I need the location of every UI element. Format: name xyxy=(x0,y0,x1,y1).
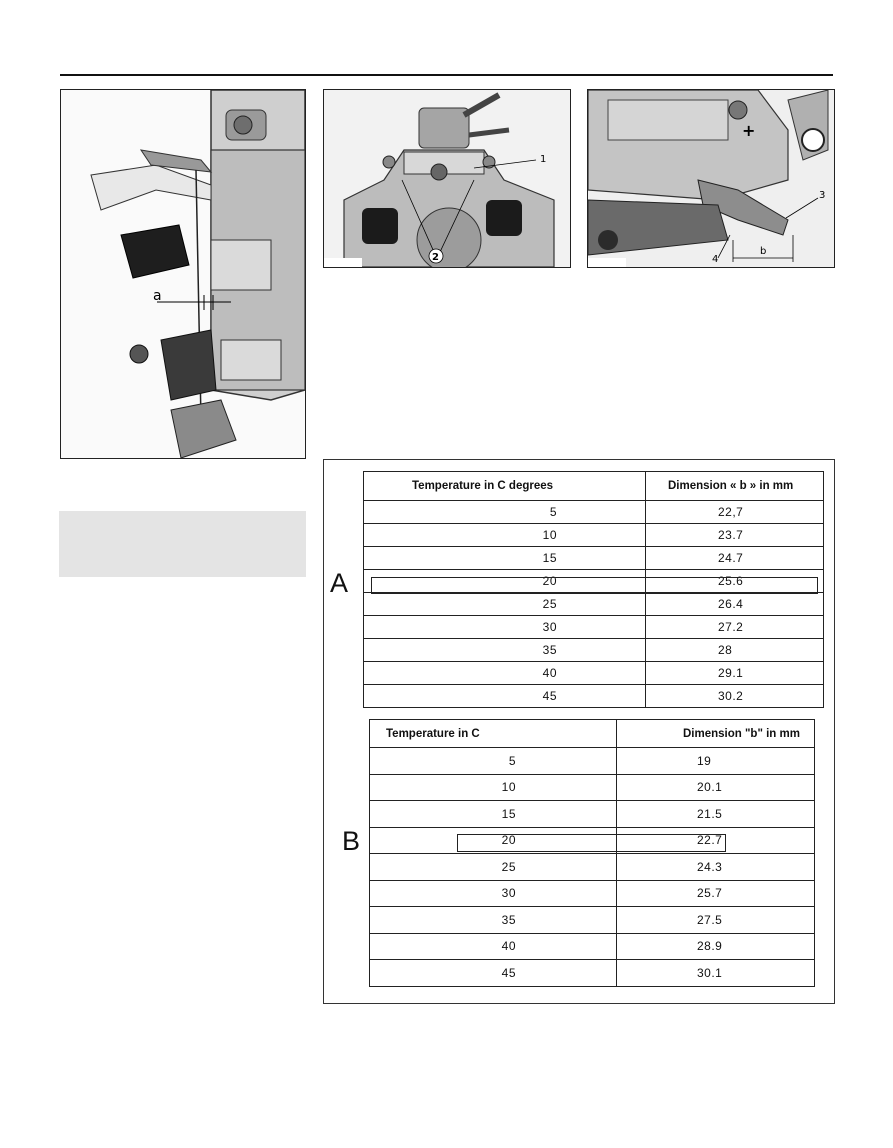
table-row: 25 26.4 xyxy=(364,593,824,616)
label-b: b xyxy=(760,246,767,257)
table-b-header xyxy=(370,720,815,748)
table-row: 30 25.7 xyxy=(370,880,815,907)
table-row: 20 25.6 xyxy=(364,570,824,593)
table-a-header xyxy=(364,472,824,501)
label-a: a xyxy=(153,288,162,304)
table-row: 45 30.1 xyxy=(370,960,815,987)
table-a-highlight xyxy=(371,577,818,594)
table-row: 45 30.2 xyxy=(364,685,824,708)
table-b-header-dim: Dimension "b" in mm xyxy=(617,720,815,748)
table-b-letter: B xyxy=(342,826,361,856)
table-row: 5 22,7 xyxy=(364,501,824,524)
table-row: 35 28 xyxy=(364,639,824,662)
table-a-header-dim: Dimension « b » in mm xyxy=(646,472,824,501)
label-4: 4 xyxy=(712,254,719,265)
note-box xyxy=(59,511,306,577)
figure-carburettor-top xyxy=(323,89,571,268)
figure-carburettor-side xyxy=(60,89,306,459)
table-a-header-temp: Temperature in C degrees xyxy=(364,472,646,501)
label-2: 2 xyxy=(432,252,439,263)
table-row: 40 29.1 xyxy=(364,662,824,685)
svg-text:+: + xyxy=(742,121,756,140)
table-row: 40 28.9 xyxy=(370,933,815,960)
table-row: 10 20.1 xyxy=(370,774,815,801)
table-row: 15 21.5 xyxy=(370,801,815,828)
top-rule xyxy=(60,74,833,76)
table-row: 25 24.3 xyxy=(370,854,815,881)
table-row: 30 27.2 xyxy=(364,616,824,639)
figure-lever-dimension-b xyxy=(587,89,835,268)
table-a-letter: A xyxy=(330,568,349,598)
table-row: 10 23.7 xyxy=(364,524,824,547)
table-b xyxy=(369,719,815,987)
table-row: 15 24.7 xyxy=(364,547,824,570)
table-b-highlight xyxy=(457,834,726,852)
label-3: 3 xyxy=(819,190,826,201)
table-row: 5 19 xyxy=(370,748,815,775)
table-b-header-temp: Temperature in C xyxy=(370,720,617,748)
table-row: 20 22.7 xyxy=(370,827,815,854)
table-row: 35 27.5 xyxy=(370,907,815,934)
label-1: 1 xyxy=(540,154,547,165)
